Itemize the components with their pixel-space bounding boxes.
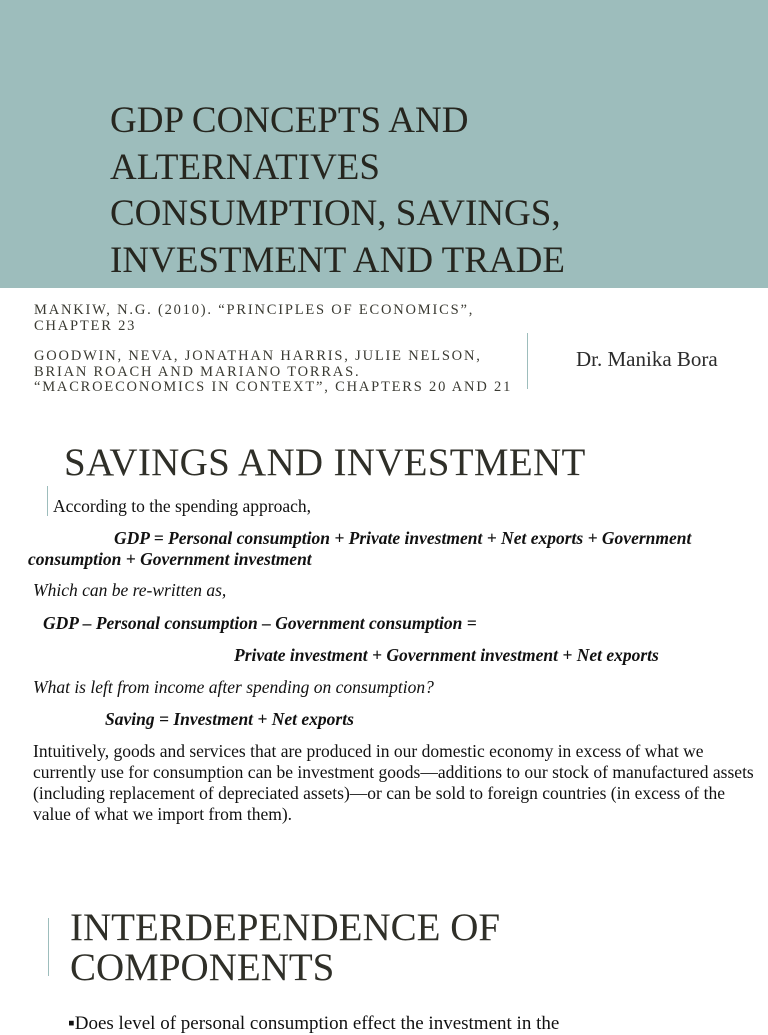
author-name: Dr. Manika Bora (576, 347, 718, 371)
bullet-item: ▪Does level of personal consumption effect the investment in the (68, 1013, 560, 1034)
question-text: What is left from income after spending on consumption? (33, 677, 434, 697)
intro-text: According to the spending approach, (53, 496, 312, 516)
accent-bar (47, 486, 48, 516)
section-heading-interdependence: INTERDEPENDENCE OF COMPONENTS (70, 906, 501, 989)
reference-mankiw: MANKIW, N.G. (2010). “PRINCIPLES OF ECONOMICS”, CHAPTER 23 (34, 302, 475, 334)
rewrite-text: Which can be re-written as, (33, 580, 227, 600)
equation-rewrite-right: Private investment + Government investment + Net exports (234, 645, 659, 665)
accent-bar (48, 918, 49, 976)
explanation-paragraph: Intuitively, goods and services that are produced in our domestic economy in excess of what we currently use for consumption can be investment goods—additions to our stock of manufactured assets (including replacement of depreciated assets)—or can be sold to foreign countries (in excess of the value of what we import from them). (33, 741, 754, 824)
equation-saving: Saving = Investment + Net exports (105, 709, 354, 729)
slide-title: GDP CONCEPTS AND ALTERNATIVES CONSUMPTION, SAVINGS, INVESTMENT AND TRADE (110, 100, 565, 281)
vertical-divider (527, 333, 528, 389)
references (34, 303, 524, 411)
equation-gdp: GDP = Personal consumption + Private investment + Net exports + Government consumption + Government investment (28, 528, 692, 569)
section-heading-savings: SAVINGS AND INVESTMENT (64, 441, 586, 484)
reference-goodwin: GOODWIN, NEVA, JONATHAN HARRIS, JULIE NELSON, BRIAN ROACH AND MARIANO TORRAS. “MACROECONOMICS IN CONTEXT”, CHAPTERS 20 AND 21 (34, 348, 513, 395)
equation-rewrite-left: GDP – Personal consumption – Government consumption = (43, 613, 477, 633)
